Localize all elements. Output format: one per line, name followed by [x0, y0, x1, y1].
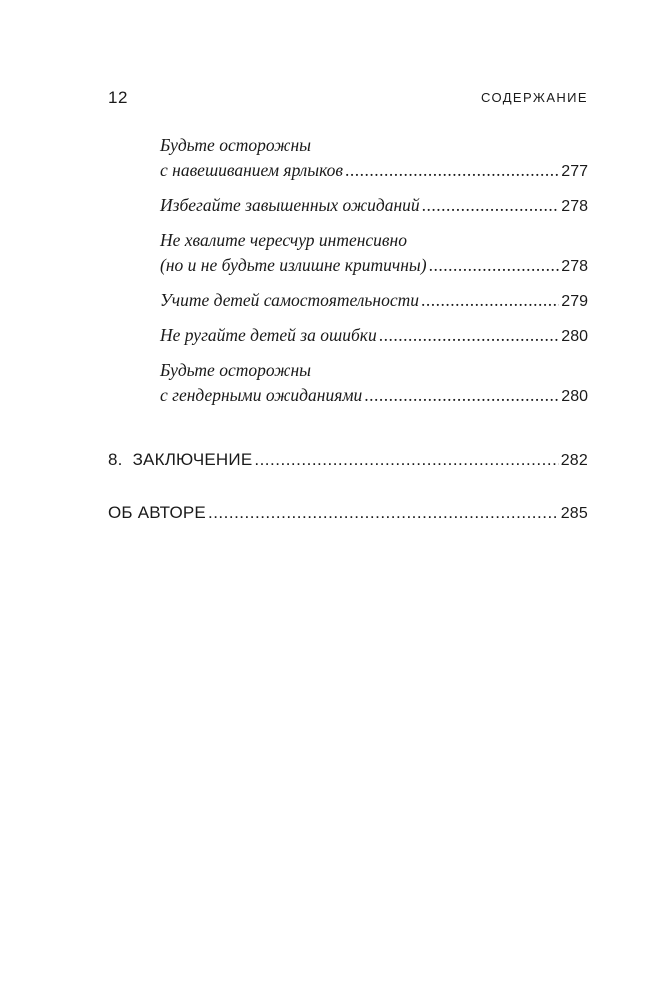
running-head: СОДЕРЖАНИЕ	[480, 90, 588, 105]
toc-entry-title: Избегайте завышенных ожиданий	[160, 195, 420, 215]
dot-leader	[422, 193, 560, 218]
toc-about-title: ОБ АВТОРЕ	[108, 503, 206, 522]
dot-leader	[254, 447, 558, 472]
page-number: 12	[108, 88, 128, 107]
dot-leader	[345, 158, 559, 183]
page-header	[108, 88, 588, 112]
dot-leader	[421, 288, 559, 313]
toc-entry-expectations[interactable]	[160, 193, 588, 219]
dot-leader	[364, 383, 559, 408]
toc-chapter-conclusion[interactable]	[108, 447, 588, 473]
toc-entry-labels[interactable]	[160, 133, 588, 184]
toc-entry-title-line1: Будьте осторожны	[160, 135, 311, 155]
toc-entry-title-line1: Не хвалите чересчур интенсивно	[160, 230, 407, 250]
toc-entry-title: Не ругайте детей за ошибки	[160, 325, 377, 345]
table-of-contents	[108, 133, 588, 526]
toc-entry-title: Учите детей самостоятельности	[160, 290, 419, 310]
toc-entry-page: 280	[561, 328, 588, 345]
toc-entry-mistakes[interactable]	[160, 323, 588, 349]
toc-entry-gender[interactable]	[160, 358, 588, 409]
toc-chapter-title	[108, 447, 252, 472]
toc-entry-praise[interactable]	[160, 228, 588, 279]
dot-leader	[379, 323, 560, 348]
toc-chapter-page: 282	[560, 452, 588, 469]
toc-entry-page: 277	[561, 163, 588, 180]
toc-entry-page: 280	[561, 388, 588, 405]
toc-entry-independence[interactable]	[160, 288, 588, 314]
chapter-title-text: ЗАКЛЮЧЕНИЕ	[132, 450, 253, 469]
toc-about-author[interactable]	[108, 500, 588, 526]
toc-entry-title-line2: с навешиванием ярлыков	[160, 160, 343, 180]
toc-entry-page: 278	[561, 198, 588, 215]
chapter-number: 8.	[108, 450, 123, 469]
toc-entry-title-line2: с гендерными ожиданиями	[160, 385, 363, 405]
toc-about-page: 285	[560, 505, 588, 522]
dot-leader	[429, 253, 560, 278]
toc-entry-page: 279	[561, 293, 588, 310]
toc-entry-page: 278	[561, 258, 588, 275]
dot-leader	[208, 500, 559, 525]
toc-entry-title-line2: (но и не будьте излишне критичны)	[160, 255, 427, 275]
toc-entry-title-line1: Будьте осторожны	[160, 360, 311, 380]
